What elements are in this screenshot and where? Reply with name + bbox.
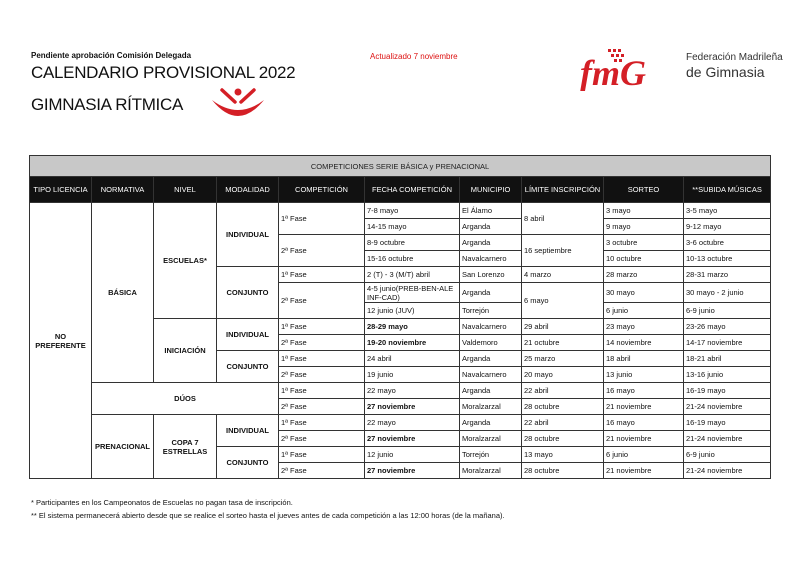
phase-cell: 2ª Fase [279,283,365,319]
municipality-cell: Navalcarnero [460,251,522,267]
col-header: MUNICIPIO [460,177,522,203]
draw-cell: 21 noviembre [604,463,684,479]
music-cell: 3-5 mayo [684,203,771,219]
level-cell: COPA 7 ESTRELLAS [154,415,217,479]
date-cell: 7-8 mayo [365,203,460,219]
date-cell: 22 mayo [365,383,460,399]
deadline-cell: 21 octubre [522,335,604,351]
table-banner: COMPETICIONES SERIE BÁSICA y PRENACIONAL [30,156,771,177]
municipality-cell: Moralzarzal [460,431,522,447]
deadline-cell: 13 mayo [522,447,604,463]
modality-cell: INDIVIDUAL [217,415,279,447]
normativa-cell: PRENACIONAL [92,415,154,479]
date-cell: 14-15 mayo [365,219,460,235]
deadline-cell: 29 abril [522,319,604,335]
level-cell: ESCUELAS* [154,203,217,319]
municipality-cell: San Lorenzo [460,267,522,283]
footnote: ** El sistema permanecerá abierto desde que se realice el sorteo hasta el jueves antes de cada competición a las 12:00 horas (de la mañana). [31,511,505,520]
col-header: NORMATIVA [92,177,154,203]
phase-cell: 1ª Fase [279,447,365,463]
footnotes [31,496,505,522]
municipality-cell: Arganda [460,383,522,399]
municipality-cell: Arganda [460,219,522,235]
municipality-cell: Navalcarnero [460,367,522,383]
draw-cell: 28 marzo [604,267,684,283]
updated-note: Actualizado 7 noviembre [370,52,458,61]
music-cell: 16-19 mayo [684,383,771,399]
date-cell: 19-20 noviembre [365,335,460,351]
phase-cell: 2ª Fase [279,463,365,479]
music-cell: 21-24 noviembre [684,399,771,415]
draw-cell: 10 octubre [604,251,684,267]
music-cell: 28-31 marzo [684,267,771,283]
deadline-cell: 20 mayo [522,367,604,383]
col-header: NIVEL [154,177,217,203]
municipality-cell: Moralzarzal [460,399,522,415]
col-header: MODALIDAD [217,177,279,203]
date-cell: 28-29 mayo [365,319,460,335]
deadline-cell: 22 abril [522,415,604,431]
table-row [30,415,771,431]
municipality-cell: El Álamo [460,203,522,219]
federation-name: Federación Madrileña [686,52,783,63]
municipality-cell: Arganda [460,235,522,251]
music-cell: 30 mayo - 2 junio [684,283,771,303]
normativa-cell: BÁSICA [92,203,154,383]
date-cell: 12 junio [365,447,460,463]
page-subtitle: GIMNASIA RÍTMICA [31,95,183,114]
municipality-cell: Moralzarzal [460,463,522,479]
municipality-cell: Arganda [460,283,522,303]
phase-cell: 1ª Fase [279,351,365,367]
date-cell: 8-9 octubre [365,235,460,251]
deadline-cell: 4 marzo [522,267,604,283]
music-cell: 6-9 junio [684,303,771,319]
modality-cell: CONJUNTO [217,351,279,383]
date-cell: 27 noviembre [365,431,460,447]
draw-cell: 13 junio [604,367,684,383]
col-header: FECHA COMPETICIÓN [365,177,460,203]
draw-cell: 23 mayo [604,319,684,335]
date-cell: 24 abril [365,351,460,367]
license-type-cell: NO PREFERENTE [30,203,92,479]
col-header: LÍMITE INSCRIPCIÓN [522,177,604,203]
calendar-table [29,155,771,479]
deadline-cell: 6 mayo [522,283,604,319]
date-cell: 27 noviembre [365,399,460,415]
draw-cell: 21 noviembre [604,431,684,447]
municipality-cell: Torrejón [460,303,522,319]
date-cell: 27 noviembre [365,463,460,479]
draw-cell: 3 octubre [604,235,684,251]
deadline-cell: 22 abril [522,383,604,399]
music-cell: 16-19 mayo [684,415,771,431]
draw-cell: 16 mayo [604,383,684,399]
col-header: **SUBIDA MÚSICAS [684,177,771,203]
music-cell: 18-21 abril [684,351,771,367]
footnote: * Participantes en los Campeonatos de Escuelas no pagan tasa de inscripción. [31,498,293,507]
draw-cell: 14 noviembre [604,335,684,351]
music-cell: 23-26 mayo [684,319,771,335]
deadline-cell: 8 abril [522,203,604,235]
music-cell: 6-9 junio [684,447,771,463]
municipality-cell: Valdemoro [460,335,522,351]
col-header: TIPO LICENCIA [30,177,92,203]
municipality-cell: Arganda [460,415,522,431]
draw-cell: 6 junio [604,447,684,463]
draw-cell: 30 mayo [604,283,684,303]
date-cell: 4-5 junio(PREB-BEN-ALE INF-CAD) [365,283,460,303]
modality-cell: CONJUNTO [217,447,279,479]
music-cell: 13-16 junio [684,367,771,383]
col-header: COMPETICIÓN [279,177,365,203]
col-header: SORTEO [604,177,684,203]
date-cell: 2 (T) - 3 (M/T) abril [365,267,460,283]
music-cell: 14-17 noviembre [684,335,771,351]
table-row [30,203,771,219]
phase-cell: 2ª Fase [279,235,365,267]
deadline-cell: 28 octubre [522,463,604,479]
music-cell: 9-12 mayo [684,219,771,235]
deadline-cell: 16 septiembre [522,235,604,267]
deadline-cell: 28 octubre [522,431,604,447]
phase-cell: 2ª Fase [279,431,365,447]
deadline-cell: 25 marzo [522,351,604,367]
date-cell: 12 junio (JUV) [365,303,460,319]
gymnast-icon [208,86,268,120]
page-title: CALENDARIO PROVISIONAL 2022 [31,63,296,82]
level-cell: INICIACIÓN [154,319,217,383]
date-cell: 22 mayo [365,415,460,431]
fmg-logo [578,45,682,96]
table-row [30,383,771,399]
municipality-cell: Torrejón [460,447,522,463]
date-cell: 19 junio [365,367,460,383]
music-cell: 21-24 noviembre [684,431,771,447]
music-cell: 3-6 octubre [684,235,771,251]
municipality-cell: Arganda [460,351,522,367]
level-cell: DÚOS [92,383,279,415]
phase-cell: 1ª Fase [279,203,365,235]
phase-cell: 1ª Fase [279,383,365,399]
music-cell: 21-24 noviembre [684,463,771,479]
modality-cell: CONJUNTO [217,267,279,319]
draw-cell: 18 abril [604,351,684,367]
logo-text: fmG [580,53,646,91]
municipality-cell: Navalcarnero [460,319,522,335]
draw-cell: 6 junio [604,303,684,319]
phase-cell: 2ª Fase [279,335,365,351]
federation-name-2: de Gimnasia [686,64,765,80]
draw-cell: 9 mayo [604,219,684,235]
phase-cell: 1ª Fase [279,415,365,431]
phase-cell: 1ª Fase [279,267,365,283]
date-cell: 15-16 octubre [365,251,460,267]
modality-cell: INDIVIDUAL [217,203,279,267]
draw-cell: 16 mayo [604,415,684,431]
draw-cell: 21 noviembre [604,399,684,415]
deadline-cell: 28 octubre [522,399,604,415]
phase-cell: 1ª Fase [279,319,365,335]
modality-cell: INDIVIDUAL [217,319,279,351]
draw-cell: 3 mayo [604,203,684,219]
pending-approval-note: Pendiente aprobación Comisión Delegada [31,51,192,60]
phase-cell: 2ª Fase [279,367,365,383]
music-cell: 10-13 octubre [684,251,771,267]
phase-cell: 2ª Fase [279,399,365,415]
